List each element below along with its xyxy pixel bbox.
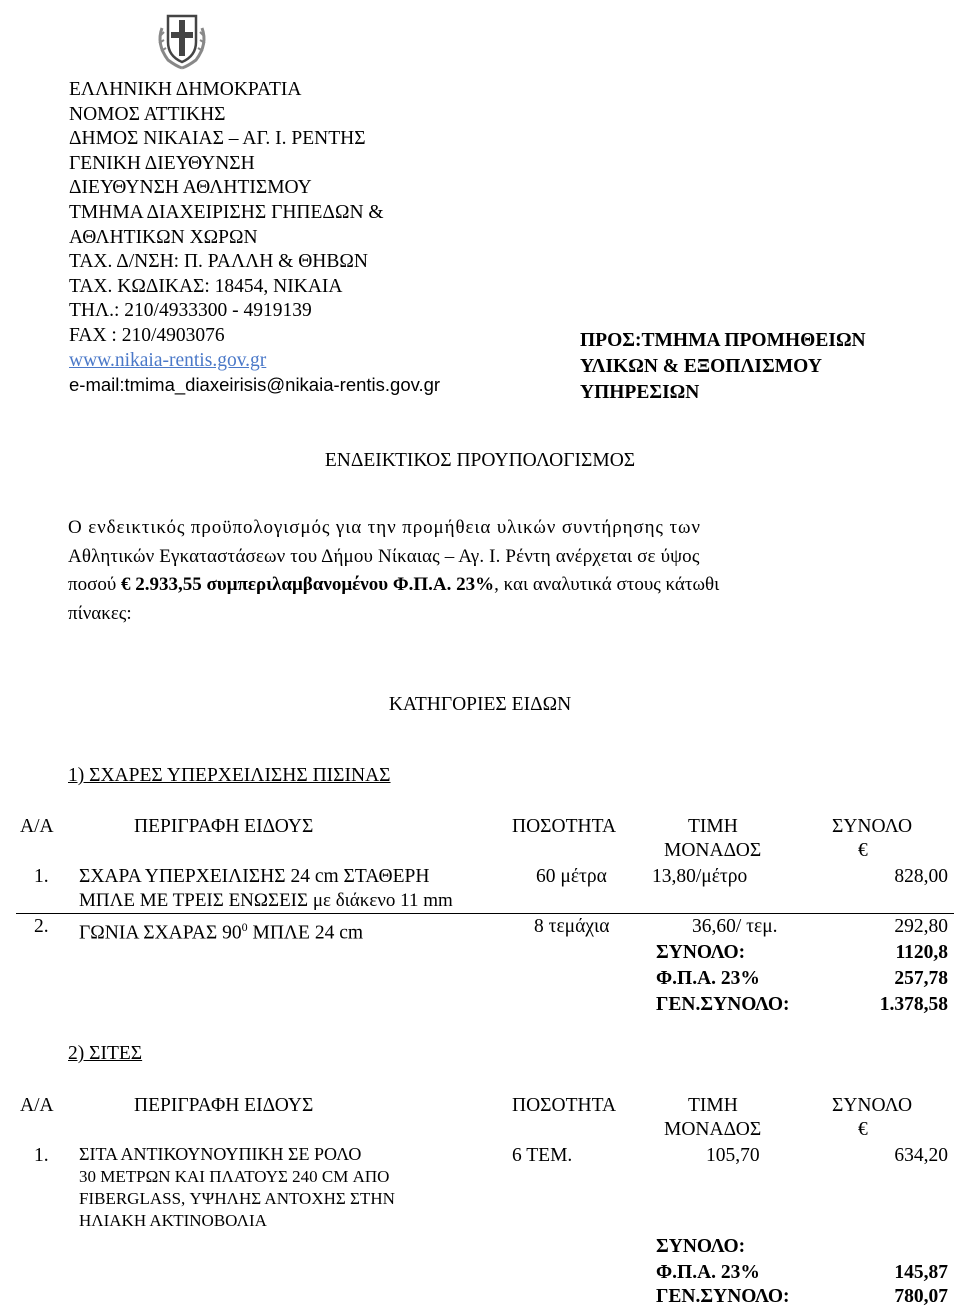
column-header-unit-price: ΜΟΝΑΔΟΣ <box>664 840 762 861</box>
total-amount: € 2.933,55 συμπεριλαμβανομένου Φ.Π.Α. 23% <box>121 574 495 595</box>
row-number: 1. <box>34 1145 49 1166</box>
item-description: ΣΧΑΡΑ ΥΠΕΡΧΕΙΛΙΣΗΣ 24 cm ΣΤΑΘΕΡΗ <box>79 866 430 887</box>
summary-value: 145,87 <box>894 1262 948 1283</box>
header-line: ΝΟΜΟΣ ΑΤΤΙΚΗΣ <box>69 103 226 125</box>
intro-line <box>68 571 812 600</box>
summary-label: Φ.Π.Α. 23% <box>656 1262 760 1283</box>
section-title: 1) ΣΧΑΡΕΣ ΥΠΕΡΧΕΙΛΙΣΗΣ ΠΙΣΙΝΑΣ <box>68 765 391 786</box>
item-description-text: ΓΩΝΙΑ ΣΧΑΡΑΣ 90 <box>79 922 242 944</box>
recipient-line: ΥΛΙΚΩΝ & ΕΞΟΠΛΙΣΜΟΥ <box>580 356 822 377</box>
recipient-line: ΥΠΗΡΕΣΙΩΝ <box>580 382 700 403</box>
column-header-total: € <box>858 1119 868 1140</box>
summary-value: 780,07 <box>894 1286 948 1307</box>
column-header-total: ΣΥΝΟΛΟ <box>832 1095 913 1116</box>
item-unit-price: 36,60/ τεμ. <box>692 916 778 937</box>
item-description: FIBERGLASS, ΥΨΗΛΗΣ ΑΝΤΟΧΗΣ ΣΤΗΝ <box>79 1189 395 1208</box>
item-total: 634,20 <box>894 1145 948 1166</box>
column-header-unit-price: ΤΙΜΗ <box>688 816 738 837</box>
item-quantity: 8 τεμάχια <box>534 916 610 937</box>
intro-line: Αθλητικών Εγκαταστάσεων του Δήμου Νίκαιας – Αγ. Ι. Ρέντη ανέρχεται σε ύψος <box>68 545 700 567</box>
summary-label: ΣΥΝΟΛΟ: <box>656 1236 746 1257</box>
column-header-unit-price: ΤΙΜΗ <box>688 1095 738 1116</box>
section-title: 2) ΣΙΤΕΣ <box>68 1043 143 1064</box>
summary-label: ΓΕΝ.ΣΥΝΟΛΟ: <box>656 994 790 1015</box>
intro-line: πίνακες: <box>68 602 132 624</box>
intro-line: Ο ενδεικτικός προϋπολογισμός για την προμήθεια υλικών συντήρησης των <box>68 517 701 538</box>
column-header-total: € <box>858 840 868 861</box>
item-description: ΗΛΙΑΚΗ ΑΚΤΙΝΟΒΟΛΙΑ <box>79 1211 267 1230</box>
email-address: e-mail:tmima_diaxeirisis@nikaia-rentis.gov.gr <box>69 374 441 396</box>
header-line: FAX : 210/4903076 <box>69 324 225 346</box>
item-description: ΜΠΛΕ ΜΕ ΤΡΕΙΣ ΕΝΩΣΕΙΣ με διάκενο 11 mm <box>79 890 453 911</box>
item-description: ΣΙΤΑ ΑΝΤΙΚΟΥΝΟΥΠΙΚΗ ΣΕ ΡΟΛΟ <box>79 1144 362 1164</box>
item-unit-price: 105,70 <box>706 1145 760 1166</box>
intro-text: , και αναλυτικά στους κάτωθι <box>494 574 720 595</box>
intro-text: ποσού <box>68 574 121 595</box>
item-description: 30 ΜΕΤΡΩΝ ΚΑΙ ΠΛΑΤΟΥΣ 240 CM ΑΠΟ <box>79 1167 390 1186</box>
header-line: ΤΑΧ. ΚΩΔΙΚΑΣ: 18454, ΝΙΚΑΙΑ <box>69 275 343 297</box>
summary-value: 1.378,58 <box>879 994 948 1015</box>
header-line: ΓΕΝΙΚΗ ΔΙΕΥΘΥΝΣΗ <box>69 152 255 174</box>
item-quantity: 60 μέτρα <box>536 866 607 887</box>
item-description <box>79 916 363 945</box>
column-header-quantity: ΠΟΣΟΤΗΤΑ <box>512 1095 617 1116</box>
website-link[interactable]: www.nikaia-rentis.gov.gr <box>69 349 267 371</box>
degree-superscript: 0 <box>241 920 248 934</box>
summary-label: Φ.Π.Α. 23% <box>656 968 760 989</box>
row-number: 2. <box>34 916 49 937</box>
column-header-aa: Α/Α <box>20 1095 54 1116</box>
header-line: ΑΘΛΗΤΙΚΩΝ ΧΩΡΩΝ <box>69 226 258 248</box>
recipient-line: ΠΡΟΣ:ΤΜΗΜΑ ΠΡΟΜΗΘΕΙΩΝ <box>580 330 866 351</box>
sender-header <box>69 78 440 398</box>
item-total: 292,80 <box>894 916 948 937</box>
column-header-total: ΣΥΝΟΛΟ <box>832 816 913 837</box>
header-line: ΤΜΗΜΑ ΔΙΑΧΕΙΡΙΣΗΣ ΓΗΠΕΔΩΝ & <box>69 201 384 223</box>
column-header-description: ΠΕΡΙΓΡΑΦΗ ΕΙΔΟΥΣ <box>134 816 314 837</box>
document-title: ΕΝΔΕΙΚΤΙΚΟΣ ΠΡΟΥΠΟΛΟΓΙΣΜΟΣ <box>324 450 636 471</box>
item-total: 828,00 <box>894 866 948 887</box>
column-header-description: ΠΕΡΙΓΡΑΦΗ ΕΙΔΟΥΣ <box>134 1095 314 1116</box>
item-description-text: ΜΠΛΕ 24 cm <box>247 922 364 944</box>
item-unit-price: 13,80/μέτρο <box>652 866 748 887</box>
header-line: ΔΙΕΥΘΥΝΣΗ ΑΘΛΗΤΙΣΜΟΥ <box>69 177 312 199</box>
header-line: ΤΑΧ. Δ/ΝΣΗ: Π. ΡΑΛΛΗ & ΘΗΒΩΝ <box>69 251 368 273</box>
header-line: ΤΗΛ.: 210/4933300 - 4919139 <box>69 300 312 322</box>
table-row-divider <box>16 913 954 914</box>
intro-paragraph <box>68 514 812 628</box>
header-line: ΔΗΜΟΣ ΝΙΚΑΙΑΣ – ΑΓ. Ι. ΡΕΝΤΗΣ <box>69 128 366 150</box>
summary-value: 1120,8 <box>895 942 948 963</box>
column-header-unit-price: ΜΟΝΑΔΟΣ <box>664 1119 762 1140</box>
row-number: 1. <box>34 866 49 887</box>
item-quantity: 6 ΤΕΜ. <box>512 1145 573 1166</box>
categories-title: ΚΑΤΗΓΟΡΙΕΣ ΕΙΔΩΝ <box>388 694 572 715</box>
header-line: ΕΛΛΗΝΙΚΗ ΔΗΜΟΚΡΑΤΙΑ <box>69 79 302 100</box>
recipient-block <box>580 328 866 406</box>
column-header-aa: Α/Α <box>20 816 54 837</box>
column-header-quantity: ΠΟΣΟΤΗΤΑ <box>512 816 617 837</box>
summary-label: ΣΥΝΟΛΟ: <box>656 942 746 963</box>
summary-value: 257,78 <box>894 968 948 989</box>
summary-label: ΓΕΝ.ΣΥΝΟΛΟ: <box>656 1286 790 1307</box>
greek-state-emblem-icon <box>150 8 214 72</box>
